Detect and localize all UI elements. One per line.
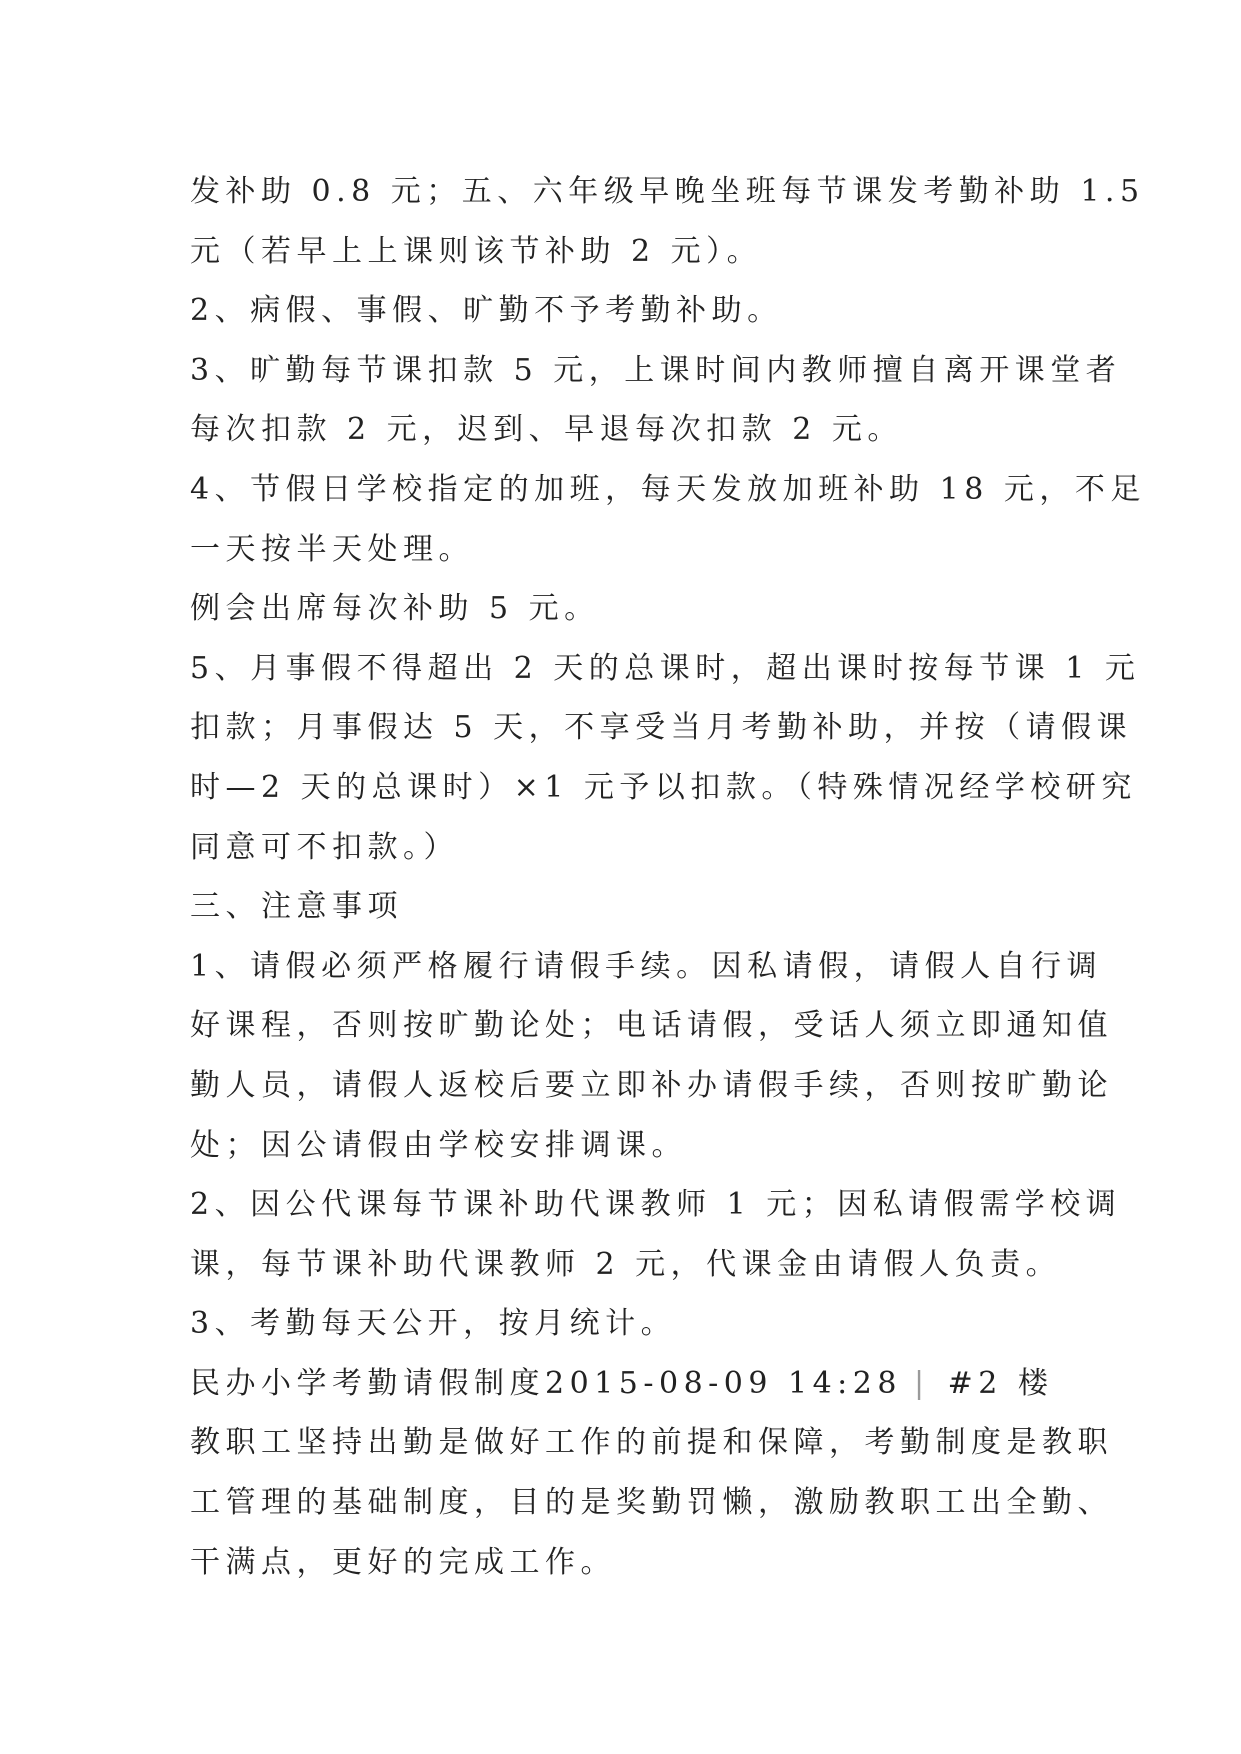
text-line: 3、考勤每天公开，按月统计。 (190, 1306, 677, 1342)
meta-separator: | (913, 1365, 930, 1401)
text-line: 发补助 0.8 元；五、六年级早晚坐班每节课发考勤补助 1.5 (190, 174, 1145, 209)
text-line: 好课程，否则按旷勤论处；电话请假，受话人须立即通知值 (190, 1008, 1113, 1044)
text-line: 处；因公请假由学校安排调课。 (190, 1127, 687, 1163)
post-meta (190, 1354, 1070, 1414)
post-floor-link[interactable]: #2 楼 (947, 1365, 1054, 1401)
post-title: 民办小学考勤请假制度 (190, 1365, 545, 1401)
text-line: 勤人员，请假人返校后要立即补办请假手续，否则按旷勤论 (190, 1067, 1113, 1103)
text-line: 4、节假日学校指定的加班，每天发放加班补助 18 元，不足 (190, 471, 1146, 507)
post-datetime: 2015-08-09 14:28 (545, 1365, 902, 1401)
text-line: 2、因公代课每节课补助代课教师 1 元；因私请假需学校调 (190, 1187, 1122, 1223)
text-line: 5、月事假不得超出 2 天的总课时，超出课时按每节课 1 元 (190, 650, 1141, 686)
text-line: 每次扣款 2 元，迟到、早退每次扣款 2 元。 (190, 412, 903, 448)
text-line: 3、旷勤每节课扣款 5 元，上课时间内教师擅自离开课堂者 (190, 352, 1122, 388)
text-line: 扣款；月事假达 5 天，不享受当月考勤补助，并按（请假课 (190, 710, 1133, 746)
text-line: 1、请假必须严格履行请假手续。因私请假，请假人自行调 (190, 948, 1103, 984)
text-line: 同意可不扣款。） (190, 829, 459, 865)
text-line: 例会出席每次补助 5 元。 (190, 591, 600, 627)
text-line: 元（若早上上课则该节补助 2 元）。 (190, 233, 763, 269)
text-line: 一天按半天处理。 (190, 531, 474, 567)
text-line: 2、病假、事假、旷勤不予考勤补助。 (190, 293, 783, 329)
text-line: 课，每节课补助代课教师 2 元，代课金由请假人负责。 (190, 1246, 1062, 1282)
text-line: 工管理的基础制度，目的是奖勤罚懒，激励教职工出全勤、 (190, 1485, 1113, 1521)
text-line: 干满点，更好的完成工作。 (190, 1544, 616, 1580)
text-line: 教职工坚持出勤是做好工作的前提和保障，考勤制度是教职 (190, 1425, 1113, 1461)
document-content (190, 162, 1146, 1592)
section-heading: 三、注意事项 (190, 889, 403, 925)
text-line: 时—2 天的总课时）×1 元予以扣款。（特殊情况经学校研究 (190, 769, 1137, 805)
